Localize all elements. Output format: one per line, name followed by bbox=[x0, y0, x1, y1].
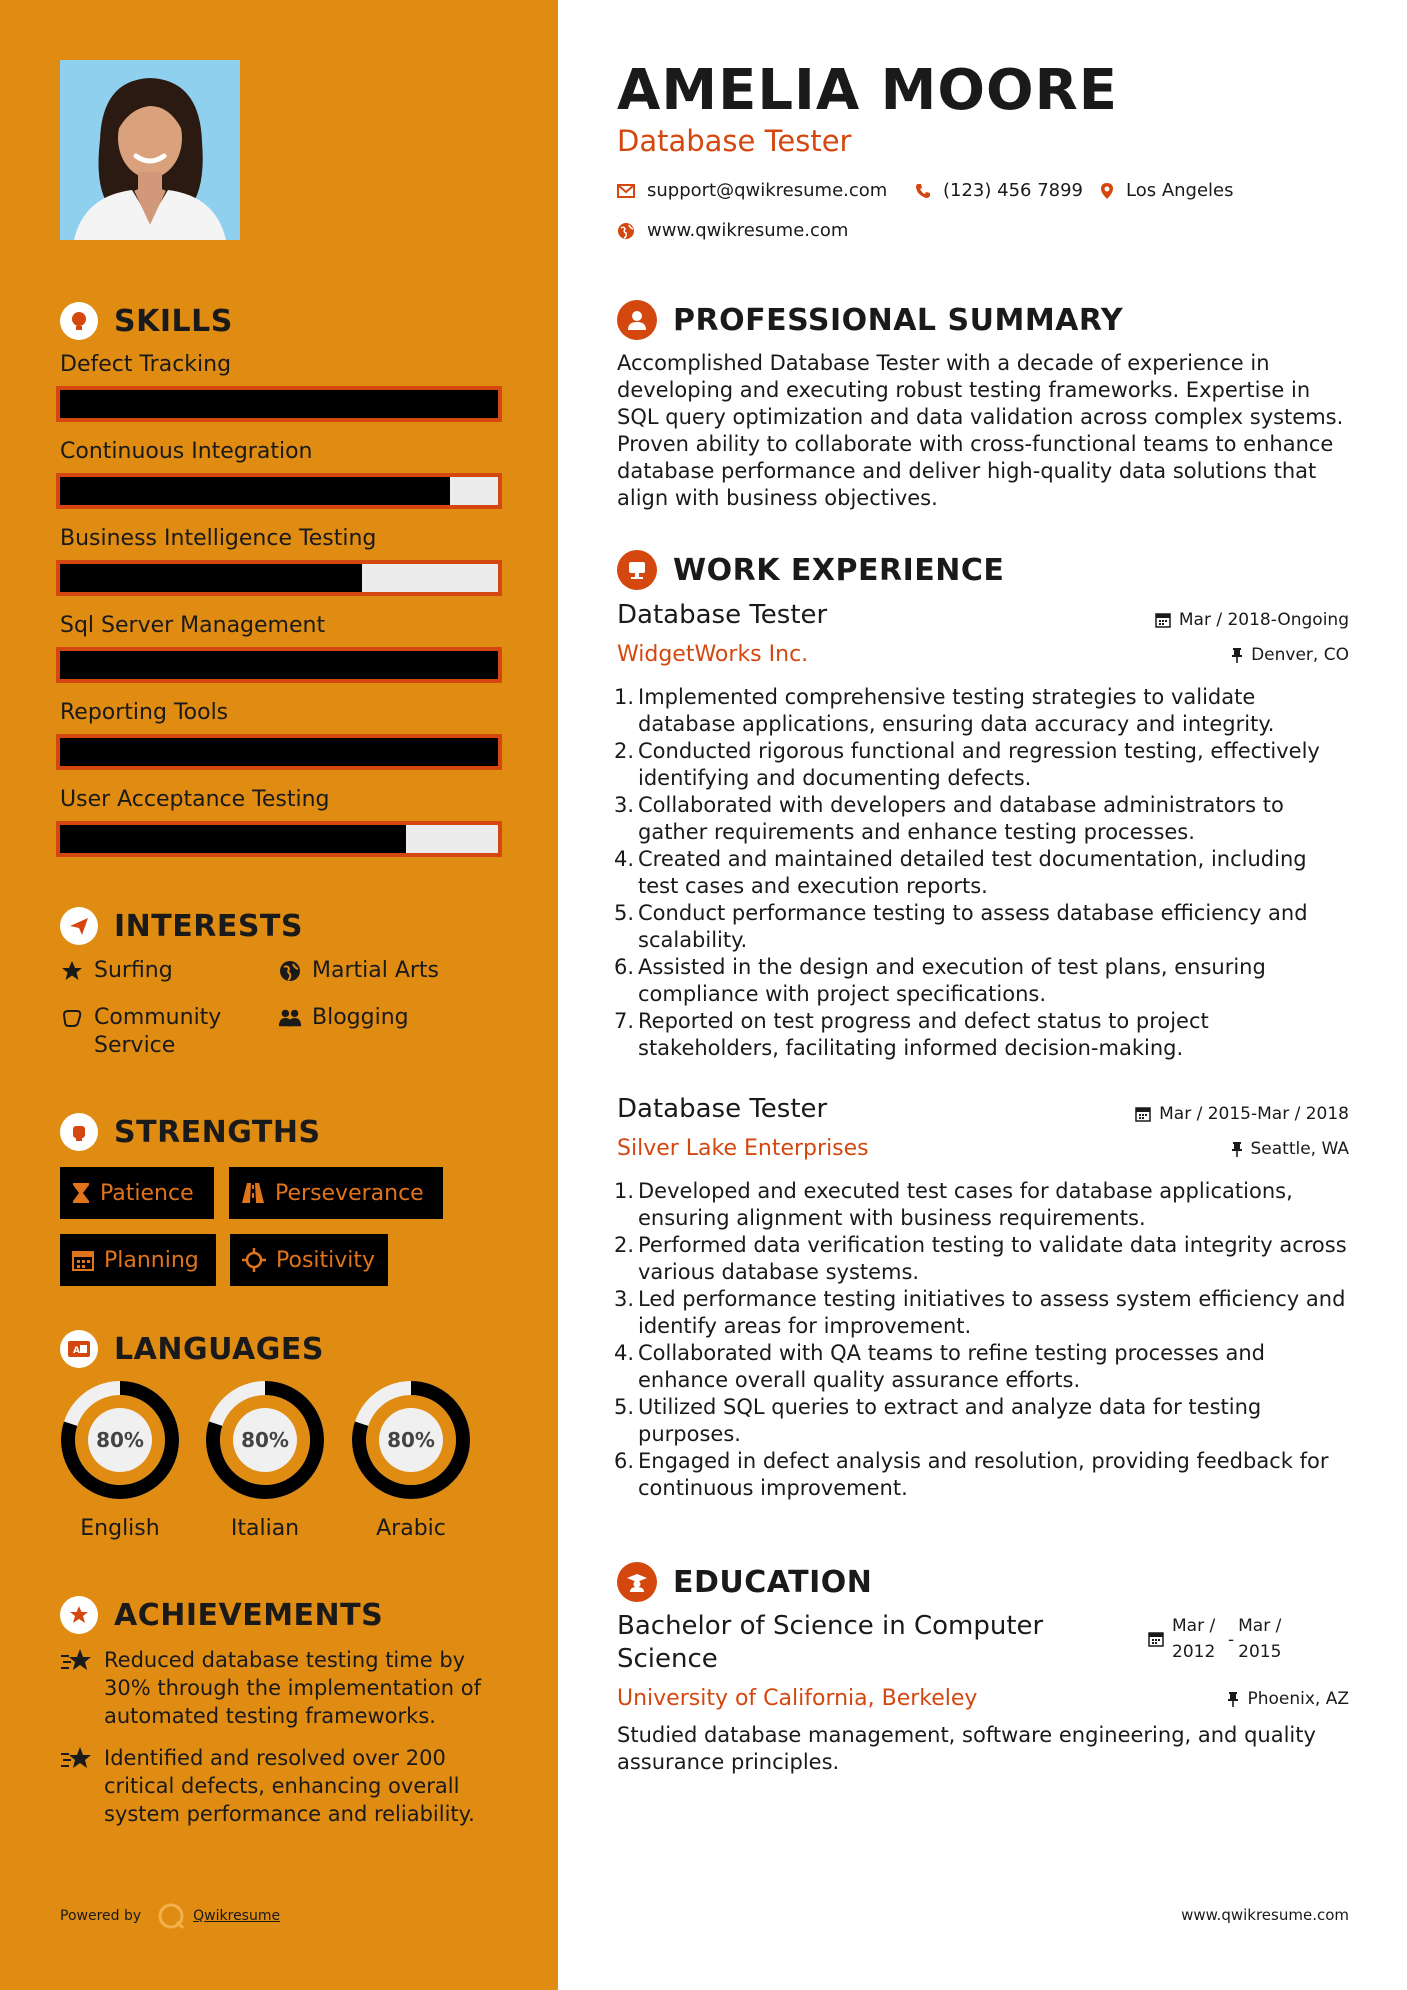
skills-heading bbox=[60, 302, 233, 340]
skill-label: Continuous Integration bbox=[60, 439, 313, 464]
strength-badge bbox=[60, 1234, 216, 1286]
job-dates-text: Mar / 2015-Mar / 2018 bbox=[1159, 1104, 1349, 1124]
pushpin-icon bbox=[1231, 1141, 1243, 1157]
globe-icon bbox=[617, 222, 635, 240]
qwikresume-logo-icon bbox=[157, 1902, 185, 1930]
experience-title: WORK EXPERIENCE bbox=[673, 552, 1005, 588]
duty-item: 5. Utilized SQL queries to extract and analyze data for testing purposes. bbox=[613, 1395, 1262, 1446]
globe-icon bbox=[278, 957, 302, 985]
summary-heading bbox=[617, 300, 1123, 340]
education-dates bbox=[1148, 1613, 1290, 1665]
phone-icon bbox=[915, 183, 931, 199]
interests-heading bbox=[60, 907, 303, 945]
achievements-heading bbox=[60, 1596, 383, 1634]
qwikresume-link[interactable]: Qwikresume bbox=[193, 1908, 281, 1924]
job-duties-list bbox=[610, 684, 1352, 1062]
location-text: Los Angeles bbox=[1126, 180, 1234, 201]
company-name: WidgetWorks Inc. bbox=[617, 642, 809, 667]
job-dates bbox=[1155, 610, 1349, 630]
skill-bar bbox=[56, 386, 502, 422]
strengths-heading bbox=[60, 1113, 321, 1151]
pushpin-icon bbox=[1227, 1691, 1239, 1707]
candidate-role: Database Tester bbox=[617, 124, 852, 158]
duty-item: 3. Collaborated with developers and database administrators to gather requirements and enhance testing processes. bbox=[613, 793, 1284, 844]
strength-label: Patience bbox=[100, 1180, 194, 1206]
interest-item bbox=[60, 957, 173, 985]
hourglass-icon bbox=[72, 1182, 90, 1204]
email-link[interactable]: support@qwikresume.com bbox=[647, 180, 888, 201]
powered-by-label: Powered by bbox=[60, 1908, 142, 1924]
language-item bbox=[60, 1380, 180, 1541]
lightbulb-icon bbox=[60, 302, 98, 340]
skill-bar bbox=[56, 821, 502, 857]
language-icon bbox=[60, 1330, 98, 1368]
calendar-icon bbox=[72, 1249, 94, 1271]
interest-item bbox=[278, 1004, 409, 1032]
job-title: Database Tester bbox=[617, 600, 828, 630]
duty-item: 1. Developed and executed test cases for database applications, ensuring alignment with business requirements. bbox=[613, 1179, 1293, 1230]
education-heading bbox=[617, 1562, 872, 1602]
contact-phone bbox=[915, 180, 1083, 201]
graduate-icon bbox=[617, 1562, 657, 1602]
map-pin-icon bbox=[1100, 182, 1114, 200]
job-location bbox=[1231, 645, 1349, 665]
job-dates bbox=[1135, 1104, 1349, 1124]
shooting-star-icon bbox=[60, 1746, 94, 1779]
profile-photo bbox=[60, 60, 240, 240]
job-location bbox=[1231, 1139, 1350, 1159]
interest-label: Martial Arts bbox=[312, 958, 440, 983]
calendar-icon bbox=[1148, 1629, 1164, 1655]
calendar-icon bbox=[1135, 1106, 1151, 1122]
contact-email bbox=[617, 180, 887, 201]
sun-icon bbox=[242, 1248, 266, 1272]
svg-text:A: A bbox=[73, 1346, 80, 1356]
road-icon bbox=[241, 1182, 265, 1204]
strengths-title: STRENGTHS bbox=[114, 1114, 321, 1150]
job-title: Database Tester bbox=[617, 1094, 828, 1124]
skill-bar-fill bbox=[60, 651, 498, 679]
pushpin-icon bbox=[1231, 647, 1243, 663]
summary-title: PROFESSIONAL SUMMARY bbox=[673, 302, 1124, 338]
interests-title: INTERESTS bbox=[114, 908, 303, 944]
language-item bbox=[351, 1380, 471, 1541]
language-percent: 80% bbox=[96, 1428, 144, 1452]
duty-item: 5. Conduct performance testing to assess database efficiency and scalability. bbox=[613, 901, 1308, 952]
summary-text: Accomplished Database Tester with a decade of experience in developing and executing robust testing frameworks. Expertise in SQL query optimization and data validation across complex systems. Proven ability to collaborate with cross-functional teams to enhance database performance and deliver high-quality data solutions that align with business objectives. bbox=[617, 351, 1344, 510]
language-ring bbox=[205, 1380, 325, 1500]
duty-item: 2. Conducted rigorous functional and regression testing, effectively identifying and documenting defects. bbox=[613, 739, 1320, 790]
skill-bar bbox=[56, 734, 502, 770]
duty-item: 6. Engaged in defect analysis and resolution, providing feedback for continuous improvement. bbox=[613, 1449, 1329, 1500]
education-end: Mar / 2015 bbox=[1238, 1616, 1282, 1662]
skill-label: User Acceptance Testing bbox=[60, 787, 330, 812]
fist-icon bbox=[60, 1113, 98, 1151]
interest-item bbox=[60, 1004, 260, 1060]
trophy-star-icon bbox=[60, 1596, 98, 1634]
skill-bar bbox=[56, 560, 502, 596]
skill-label: Defect Tracking bbox=[60, 352, 232, 377]
candidate-name: AMELIA MOORE bbox=[617, 58, 1118, 123]
education-title: EDUCATION bbox=[673, 1564, 873, 1600]
language-ring bbox=[351, 1380, 471, 1500]
achievement-item bbox=[60, 1744, 500, 1828]
strength-badge bbox=[230, 1234, 388, 1286]
education-start: Mar / 2012 bbox=[1172, 1616, 1216, 1662]
contact-website bbox=[617, 220, 848, 241]
skill-label: Business Intelligence Testing bbox=[60, 526, 377, 551]
education-date-separator: - bbox=[1228, 1630, 1235, 1650]
skill-bar-fill bbox=[60, 564, 362, 592]
languages-heading bbox=[60, 1330, 324, 1368]
calendar-icon bbox=[1155, 612, 1171, 628]
language-label: Arabic bbox=[376, 1516, 446, 1541]
skill-bar-fill bbox=[60, 825, 406, 853]
skill-bar bbox=[56, 647, 502, 683]
website-link[interactable]: www.qwikresume.com bbox=[647, 220, 849, 241]
interest-label: Community Service bbox=[94, 1005, 222, 1058]
company-name: Silver Lake Enterprises bbox=[617, 1136, 869, 1161]
duty-item: 2. Performed data verification testing to validate data integrity across various database systems. bbox=[613, 1233, 1347, 1284]
skill-bar-fill bbox=[60, 390, 498, 418]
user-icon bbox=[617, 300, 657, 340]
language-label: English bbox=[80, 1516, 160, 1541]
users-icon bbox=[278, 1004, 302, 1032]
languages-title: LANGUAGES bbox=[114, 1331, 324, 1367]
language-item bbox=[205, 1380, 325, 1541]
achievement-text: Reduced database testing time by 30% through the implementation of automated testing frameworks. bbox=[104, 1648, 481, 1728]
briefcase-icon bbox=[617, 550, 657, 590]
contact-location bbox=[1100, 180, 1234, 201]
powered-by bbox=[60, 1902, 280, 1930]
skill-label: Reporting Tools bbox=[60, 700, 229, 725]
duty-item: 7. Reported on test progress and defect status to project stakeholders, facilitating informed decision-making. bbox=[613, 1009, 1209, 1060]
strength-badge bbox=[229, 1167, 443, 1219]
interest-item bbox=[278, 957, 439, 985]
skill-label: Sql Server Management bbox=[60, 613, 326, 638]
education-description: Studied database management, software engineering, and quality assurance principles. bbox=[617, 1723, 1316, 1774]
interest-label: Surfing bbox=[94, 958, 173, 983]
envelope-icon bbox=[617, 184, 635, 198]
achievements-title: ACHIEVEMENTS bbox=[114, 1597, 384, 1633]
skill-bar-fill bbox=[60, 477, 450, 505]
degree-title: Bachelor of Science in Computer Science bbox=[617, 1611, 1044, 1674]
duty-item: 3. Led performance testing initiatives to assess system efficiency and identify areas for improvement. bbox=[613, 1287, 1346, 1338]
education-location bbox=[1227, 1689, 1349, 1709]
skill-bar bbox=[56, 473, 502, 509]
skill-bar-fill bbox=[60, 738, 498, 766]
skills-title: SKILLS bbox=[114, 303, 233, 339]
experience-heading bbox=[617, 550, 1004, 590]
sidebar bbox=[0, 0, 558, 1990]
strength-badge bbox=[60, 1167, 214, 1219]
language-percent: 80% bbox=[387, 1428, 435, 1452]
strength-label: Positivity bbox=[276, 1247, 376, 1273]
job-dates-text: Mar / 2018-Ongoing bbox=[1178, 610, 1349, 630]
strength-label: Planning bbox=[104, 1247, 199, 1273]
school-name: University of California, Berkeley bbox=[617, 1686, 978, 1711]
duty-item: 4. Collaborated with QA teams to refine testing processes and enhance overall quality assurance efforts. bbox=[613, 1341, 1265, 1392]
education-location-text: Phoenix, AZ bbox=[1247, 1689, 1349, 1709]
paper-plane-icon bbox=[60, 907, 98, 945]
strength-label: Perseverance bbox=[275, 1180, 424, 1206]
footer-website: www.qwikresume.com bbox=[1181, 1906, 1349, 1924]
duty-item: 4. Created and maintained detailed test documentation, including test cases and execution reports. bbox=[613, 847, 1307, 898]
job-location-text: Denver, CO bbox=[1251, 645, 1349, 665]
job-duties-list bbox=[610, 1178, 1352, 1502]
language-label: Italian bbox=[230, 1516, 300, 1541]
duty-item: 6. Assisted in the design and execution of test plans, ensuring compliance with project specifications. bbox=[613, 955, 1266, 1006]
star-icon bbox=[60, 957, 84, 985]
duty-item: 1. Implemented comprehensive testing strategies to validate database applications, ensuring data accuracy and integrity. bbox=[613, 685, 1275, 736]
achievement-item bbox=[60, 1646, 500, 1730]
language-percent: 80% bbox=[241, 1428, 289, 1452]
phone-number: (123) 456 7899 bbox=[943, 180, 1084, 201]
achievement-text: Identified and resolved over 200 critical defects, enhancing overall system performance and reliability. bbox=[104, 1746, 475, 1826]
language-ring bbox=[60, 1380, 180, 1500]
hand-icon bbox=[60, 1004, 84, 1032]
job-location-text: Seattle, WA bbox=[1250, 1139, 1349, 1159]
interest-label: Blogging bbox=[312, 1005, 409, 1030]
shooting-star-icon bbox=[60, 1648, 94, 1681]
